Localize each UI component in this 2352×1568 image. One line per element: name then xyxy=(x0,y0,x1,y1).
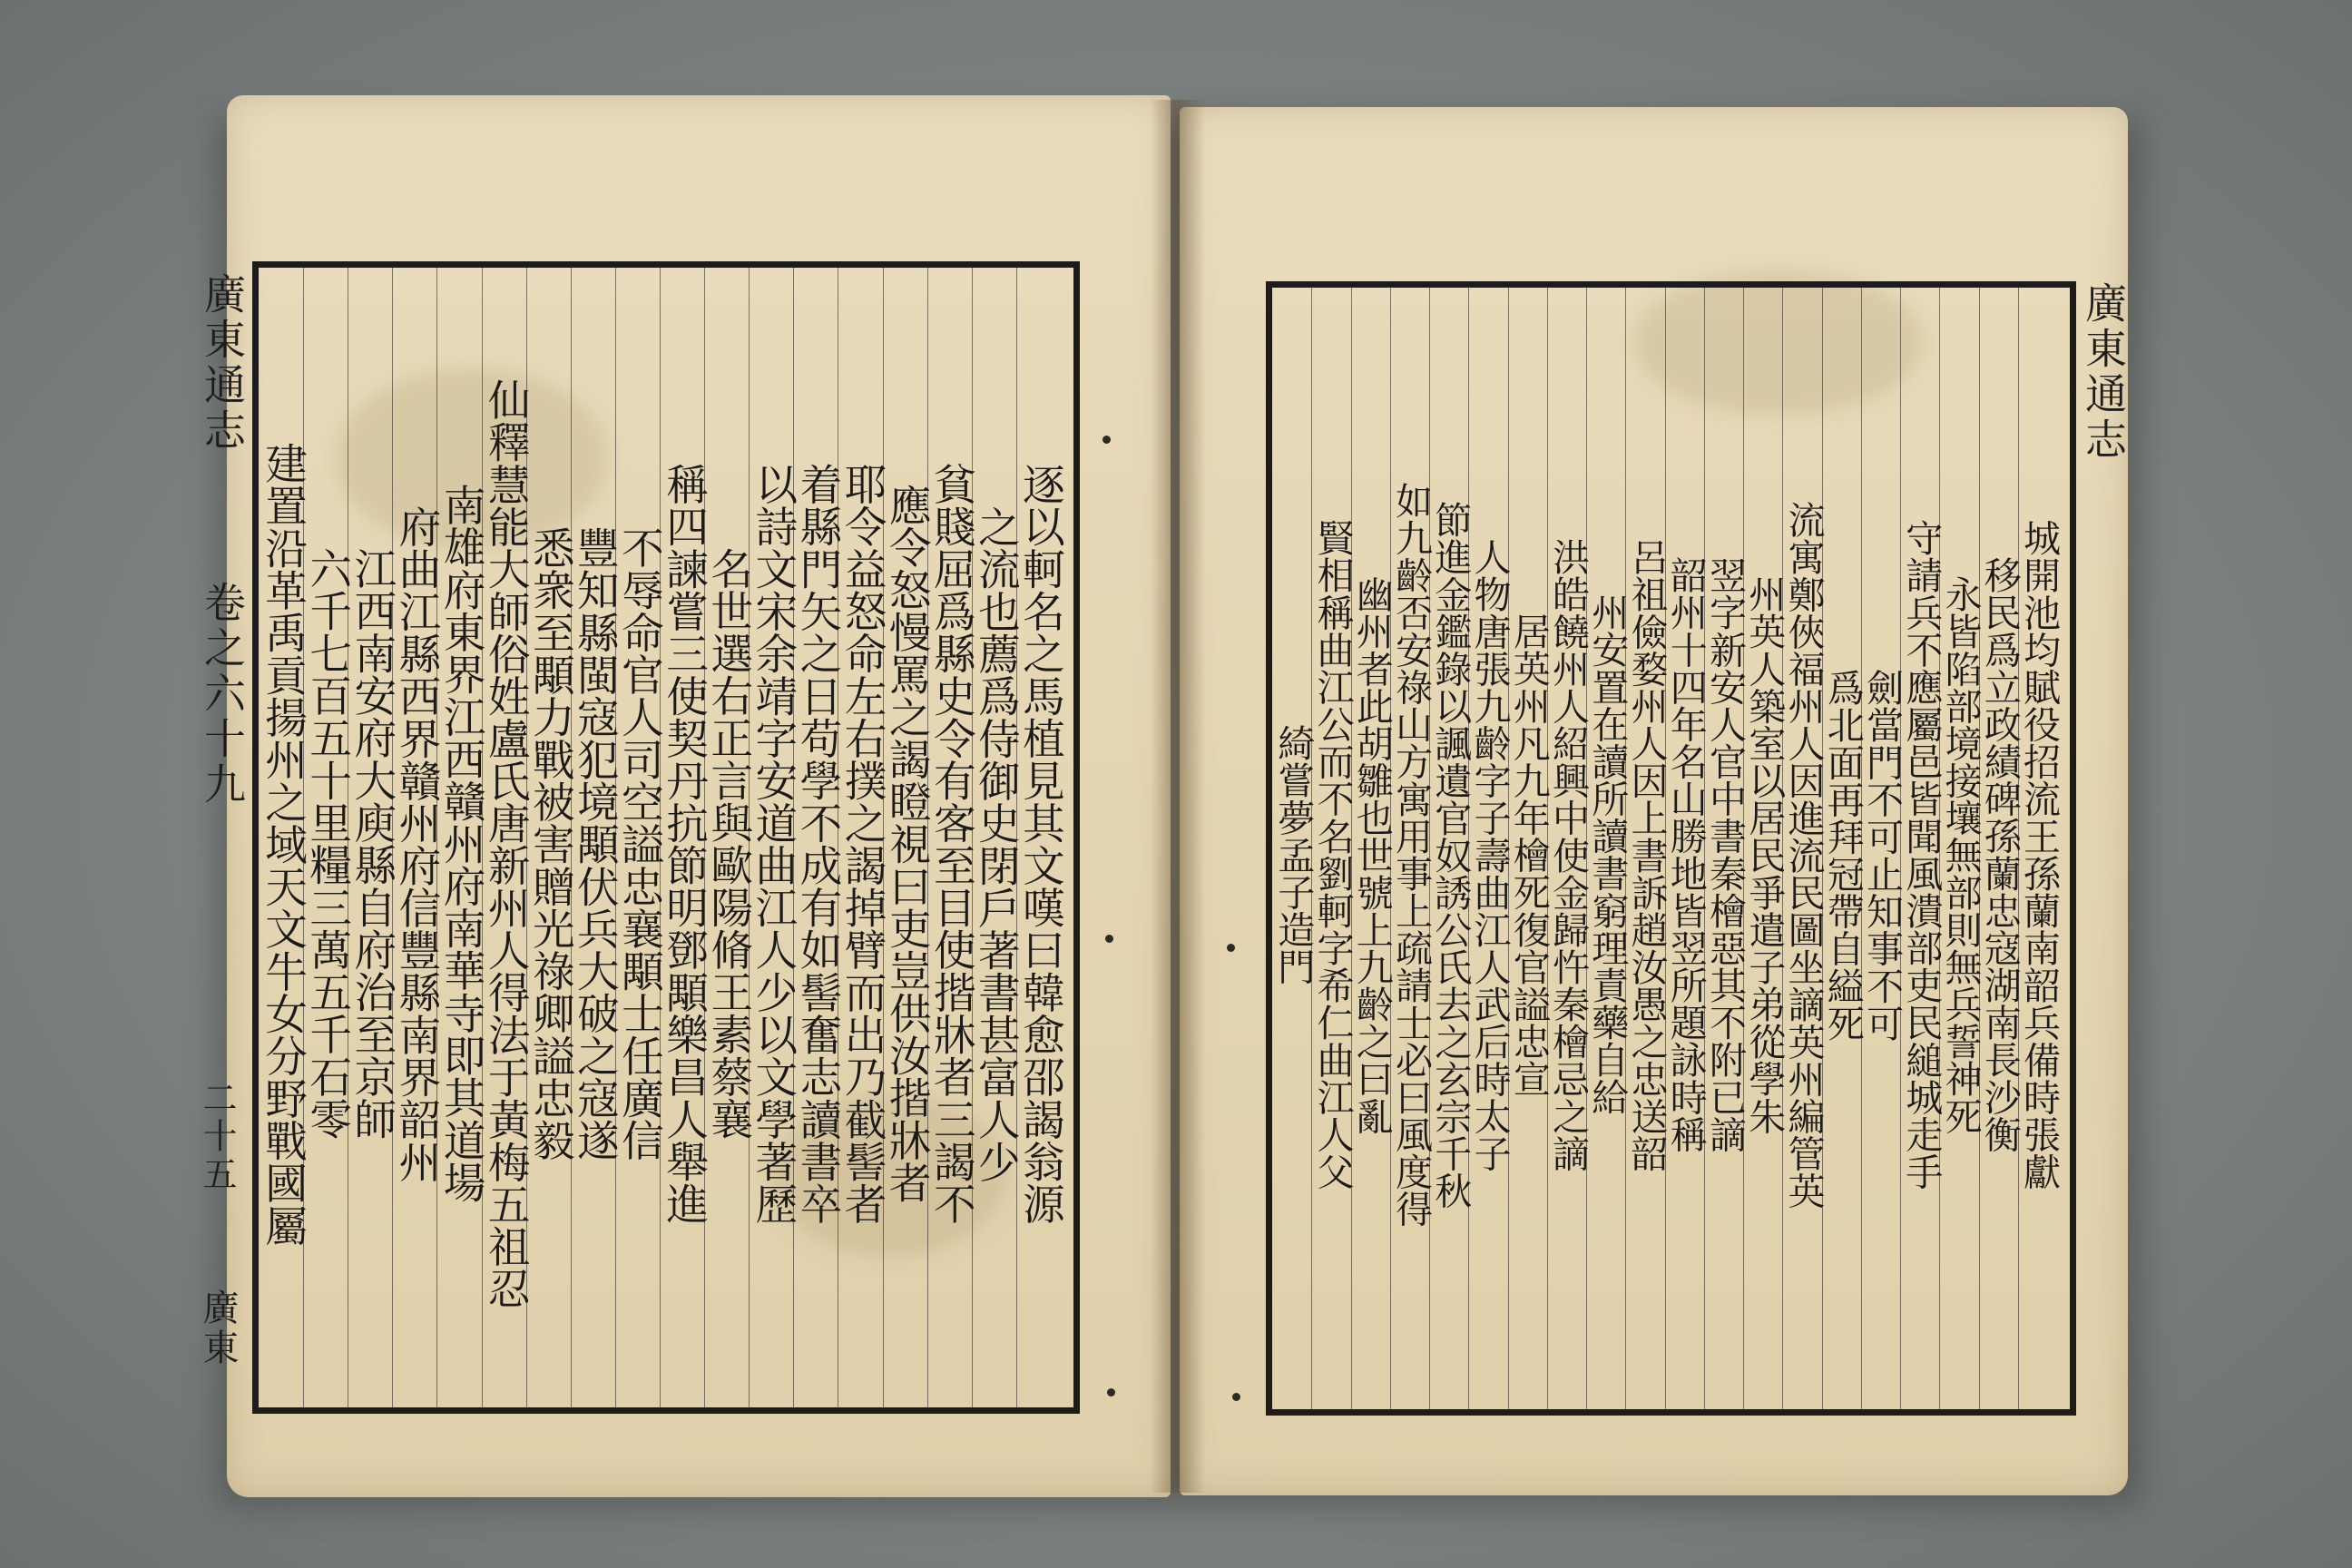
text-column: 豐知縣閩寇犯境顒伏兵大破之寇遂 xyxy=(569,526,619,1161)
column-divider xyxy=(1861,288,1862,1409)
text-column: 仙釋慧能大師俗姓盧氏唐新州人得法于黃梅五祖忍 xyxy=(480,377,530,1310)
column-divider xyxy=(1704,288,1705,1409)
left-margin-publisher: 廣東 xyxy=(197,1289,239,1368)
column-divider xyxy=(1782,288,1783,1409)
text-column: 州安置在讀所讀書窮理責藥自給 xyxy=(1585,593,1630,1116)
text-column: 居英州凡九年檜死復官謚忠宣 xyxy=(1506,612,1551,1098)
column-divider xyxy=(1665,288,1666,1409)
binding-hole xyxy=(1227,944,1235,952)
text-column: 爲北面再拜冠帶自縊死 xyxy=(1820,668,1865,1042)
binding-hole xyxy=(1105,935,1113,943)
text-column: 建置沿革禹貢揚州之域天文牛女分野戰國屬 xyxy=(258,441,308,1247)
column-divider xyxy=(482,268,483,1407)
column-divider xyxy=(1547,288,1548,1409)
text-column: 永皆陷部境接壤無部則無兵誓神死 xyxy=(1938,574,1983,1135)
column-divider xyxy=(571,268,572,1407)
column-divider xyxy=(1822,288,1823,1409)
column-divider xyxy=(1311,288,1312,1409)
text-column: 幽州者此胡雛也世號上九齡之曰亂 xyxy=(1349,574,1394,1135)
column-divider xyxy=(615,268,616,1407)
column-divider xyxy=(1743,288,1744,1409)
column-divider xyxy=(303,268,304,1407)
left-margin-volume: 卷之六十九 xyxy=(198,581,247,808)
left-text-columns xyxy=(259,268,1073,1407)
right-text-columns xyxy=(1272,288,2070,1409)
text-column: 府曲江縣西界贛州府信豐縣南界韶州 xyxy=(391,505,441,1183)
column-divider xyxy=(660,268,661,1407)
binding-hole xyxy=(1107,1388,1115,1396)
text-column: 守請兵不應屬邑皆聞風潰部吏民縋城走手 xyxy=(1899,519,1944,1191)
text-column: 六千七百五十里糧三萬五千石零 xyxy=(302,547,352,1141)
text-column: 悉衆至顒力戰被害贈光祿卿謚忠毅 xyxy=(524,526,574,1161)
text-column: 如九齡否安祿山方寓用事上疏請士必曰風度得 xyxy=(1389,482,1433,1228)
left-margin-page-number: 二十五 xyxy=(197,1080,237,1194)
right-text-frame xyxy=(1266,281,2076,1416)
column-divider xyxy=(749,268,750,1407)
text-column: 劍當門不可止知事不可 xyxy=(1860,668,1904,1042)
text-column: 之流也薦爲侍御史閉戶著書甚富人少 xyxy=(970,505,1020,1183)
column-divider xyxy=(526,268,527,1407)
column-divider xyxy=(1429,288,1430,1409)
text-column: 人物唐張九齡字子壽曲江人武后時太子 xyxy=(1467,537,1512,1172)
left-text-frame xyxy=(252,261,1080,1414)
text-column: 以詩文宋余靖字安道曲江人少以文學著歷 xyxy=(748,463,798,1225)
text-column: 着縣門矢之日苟學不成有如髻奮志讀書卒 xyxy=(792,463,842,1225)
text-column: 應令怒慢罵之謁瞪視曰吏豈供汝揩牀者 xyxy=(881,484,931,1204)
book-gutter xyxy=(1151,100,1205,1493)
text-column: 江西南安府大庾縣自府治至京師 xyxy=(347,547,397,1141)
column-divider xyxy=(1016,268,1017,1407)
column-divider xyxy=(1979,288,1980,1409)
column-divider xyxy=(1390,288,1391,1409)
text-column: 綺嘗夢孟子造門 xyxy=(1271,724,1316,985)
text-column: 洪皓饒州人紹興中使金歸忤秦檜忌之謫 xyxy=(1546,537,1590,1172)
text-column: 城開池均賦役招流王孫蘭南韶兵備時張獻 xyxy=(2017,519,2061,1191)
text-column: 節進金鑑錄以諷遺官奴誘公氏去之玄宗千秋 xyxy=(1428,500,1473,1210)
text-column: 翌字新安人官中書秦檜惡其不附已謫 xyxy=(1703,556,1747,1153)
text-column: 州英人築室以居民爭遣子弟從學朱 xyxy=(1742,574,1787,1135)
column-divider xyxy=(1625,288,1626,1409)
column-divider xyxy=(972,268,973,1407)
text-column: 移民爲立政績碑孫蘭忠寇湖南長沙衡 xyxy=(1977,556,2022,1153)
column-divider xyxy=(1351,288,1352,1409)
binding-hole xyxy=(1102,436,1111,444)
left-margin-title: 廣東通志 xyxy=(198,272,247,454)
column-divider xyxy=(1508,288,1509,1409)
text-column: 貧賤屈爲縣史令有客至目使揩牀者三謁不 xyxy=(926,463,975,1225)
binding-hole xyxy=(1232,1393,1240,1401)
column-divider xyxy=(2018,288,2019,1409)
column-divider xyxy=(704,268,705,1407)
column-divider xyxy=(436,268,437,1407)
column-divider xyxy=(883,268,884,1407)
column-divider xyxy=(1468,288,1469,1409)
text-column: 韶州十四年名山勝地皆翌所題詠時稱 xyxy=(1663,556,1708,1153)
column-divider xyxy=(392,268,393,1407)
text-column: 不辱命官人司空謚忠襄顒士任廣信 xyxy=(613,526,663,1161)
text-column: 流寓鄭俠福州人因進流民圖坐謫英州編管英 xyxy=(1781,500,1826,1210)
text-column: 稱四諫嘗三使契丹抗節明鄧顒樂昌人舉進 xyxy=(659,463,709,1225)
column-divider xyxy=(1586,288,1587,1409)
text-column: 耶令益怒命左右撲之謁掉臂而出乃截髻者 xyxy=(837,463,887,1225)
text-column: 呂祖儉婺州人因上書訴趙汝愚之忠送韶 xyxy=(1624,537,1669,1172)
column-divider xyxy=(1939,288,1940,1409)
text-column: 賢相稱曲江公而不名劉軻字希仁曲江人父 xyxy=(1310,519,1355,1191)
column-divider xyxy=(1900,288,1901,1409)
right-margin-title: 廣東通志 xyxy=(2079,281,2128,463)
text-column: 逐以軻名之馬植見其文嘆曰韓愈邵謁翁源 xyxy=(1014,463,1064,1225)
text-column: 南雄府東界江西贛州府南華寺即其道場 xyxy=(436,484,485,1204)
text-column: 名世選右正言與歐陽脩王素蔡襄 xyxy=(703,547,753,1141)
column-divider xyxy=(793,268,794,1407)
column-divider xyxy=(927,268,928,1407)
